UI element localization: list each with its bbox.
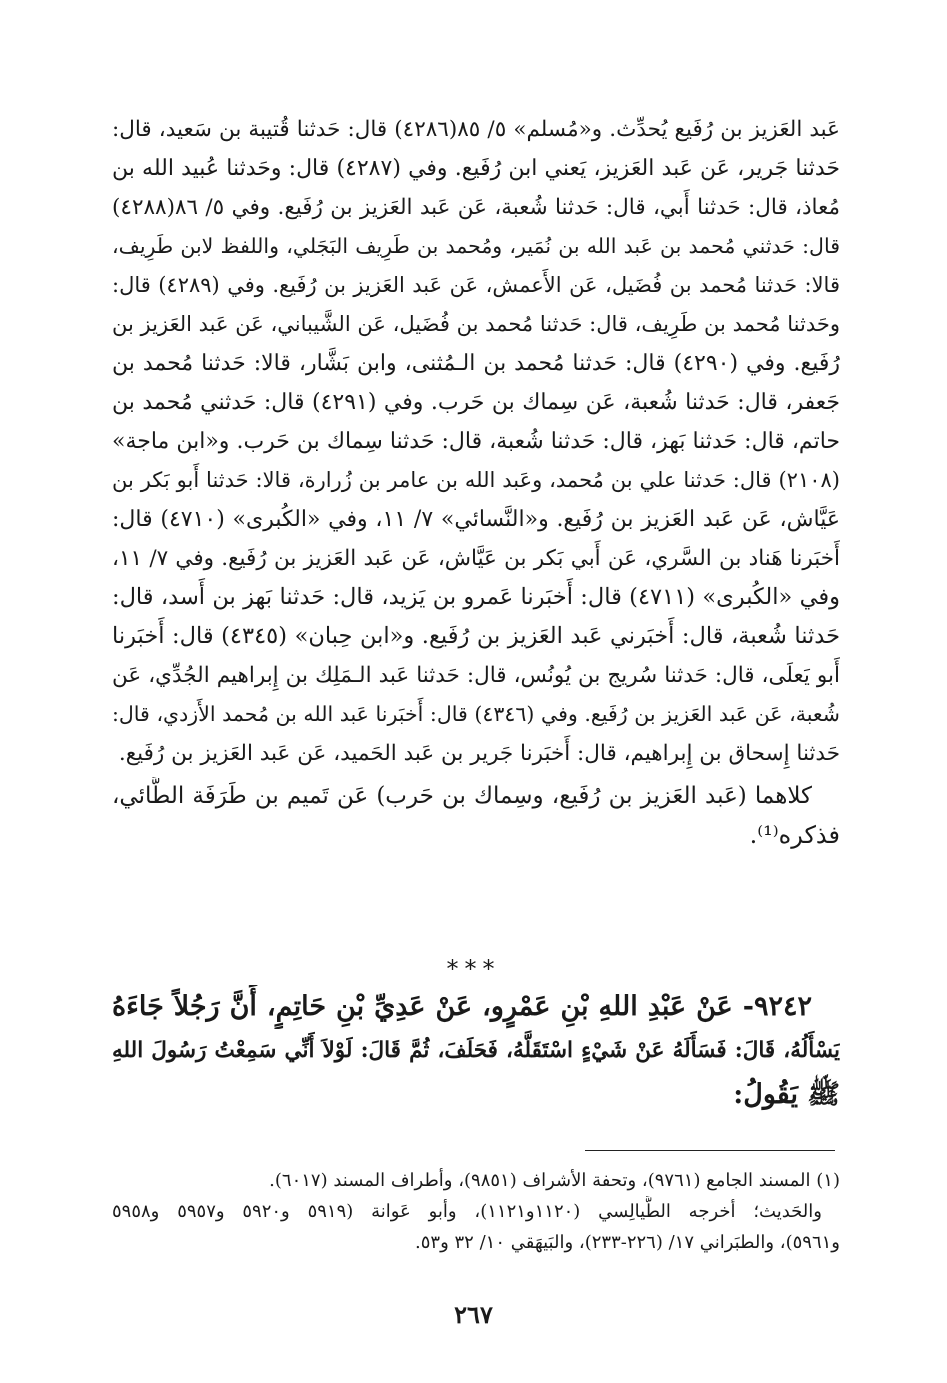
hadith-line: يَسْأَلُهُ، قَالَ: فَسَأَلَهُ عَنْ شَيْءٍ اسْتَقَلَّهُ، فَحَلَفَ، ثُمَّ قَالَ: لَوْلاَ أَنِّي سَمِعْتُ رَسُولَ اللهِ — [112, 1038, 840, 1063]
hadith-text — [112, 985, 840, 1117]
text-line: فذكره⁽¹⁾. — [749, 821, 840, 849]
footnote-line: والحَديث؛ أخرجه الطَّيالِسي (١١٢٠و١١٢١)، وأبو عَوانة (٥٩١٩ و٥٩٢٠ و٥٩٥٧ و٥٩٥٨ — [112, 1201, 822, 1222]
text-line: وفي «الكُبرى» (٤٧١١) قال: أَخبَرنا عَمرو بن يَزيد، قال: حَدثنا بَهز بن أَسد، قال: — [112, 584, 840, 610]
page-number: ٢٦٧ — [454, 1300, 493, 1329]
footnote-line: (١) المسند الجامع (٩٧٦١)، وتحفة الأشراف (٩٨٥١)، وأطراف المسند (٦٠١٧). — [269, 1170, 840, 1191]
text-line: (٢١٠٨) قال: حَدثنا علي بن مُحمد، وعَبد الله بن عامر بن زُرارة، قالا: حَدثنا أَبو بَكر بن — [112, 468, 840, 492]
text-line: أَخبَرنا هَناد بن السَّري، عَن أَبي بَكر بن عَيَّاش، عَن عَبد العَزيز بن رُفَيع. وفي ٧/ ١١، — [112, 546, 840, 571]
text-line: كلاهما (عَبد العَزيز بن رُفَيع، وسِماك بن حَرب) عَن تَميم بن طَرَفَة الطَّائي، — [112, 783, 812, 809]
text-line: مُعاذ، قال: حَدثنا أَبي، قال: حَدثنا شُعبة، عَن عَبد العَزيز بن رُفَيع. وفي ٥/ ٨٦(٤٢٨٨) — [112, 195, 840, 220]
hadith-line: ﷺ يَقُولُ: — [733, 1079, 840, 1110]
section-separator: *** — [446, 955, 501, 983]
text-line: حَدثنا شُعبة، قال: أَخبَرني عَبد العَزيز بن رُفَيع. و«ابن حِبان» (٤٣٤٥) قال: أَخبَرنا — [112, 623, 840, 649]
text-line: رُفَيع. وفي (٤٢٩٠) قال: حَدثنا مُحمد بن الـمُثنى، وابن بَشَّار، قالا: حَدثنا مُحمد بن — [112, 351, 840, 376]
text-line: حَدثنا إِسحاق بن إِبراهيم، قال: أَخبَرنا جَرير بن عَبد الحَميد، عَن عَبد العَزيز بن رُفَيع. — [118, 741, 840, 766]
text-line: وحَدثنا مُحمد بن طَرِيف، قال: حَدثنا مُحمد بن فُضَيل، عَن الشَّيباني، عَن عَبد العَزيز بن — [112, 312, 840, 336]
hadith-line: ٩٢٤٢- عَنْ عَبْدِ اللهِ بْنِ عَمْرٍو، عَنْ عَدِيِّ بْنِ حَاتِمٍ، أَنَّ رَجُلاً جَاءَهُ — [112, 991, 812, 1022]
text-line: قال: حَدثني مُحمد بن عَبد الله بن نُمَير، ومُحمد بن طَرِيف البَجَلي، واللفظ لابن طَرِيف، — [112, 234, 840, 258]
closing-paragraph — [112, 777, 840, 855]
text-line: عَيَّاش، عَن عَبد العَزيز بن رُفَيع. و«النَّسائي» ٧/ ١١، وفي «الكُبرى» (٤٧١٠) قال: — [112, 507, 840, 532]
text-line: أَبو يَعلَى، قال: حَدثنا سُريج بن يُونُس، قال: حَدثنا عَبد الـمَلِك بن إِبراهيم الجُدِّي، عَن — [112, 663, 840, 688]
text-line: شُعبة، عَن عَبد العَزيز بن رُفَيع. وفي (٤٣٤٦) قال: أَخبَرنا عَبد الله بن مُحمد الأَزدي، قال: — [112, 702, 840, 726]
text-line: حَدثنا جَرير، عَن عَبد العَزيز، يَعني ابن رُفَيع. وفي (٤٢٨٧) قال: وحَدثنا عُبيد الله بن — [112, 156, 840, 181]
main-text — [112, 110, 840, 855]
text-line: عَبد العَزيز بن رُفَيع يُحدِّث. و«مُسلم» ٥/ ٨٥(٤٢٨٦) قال: حَدثنا قُتيبة بن سَعيد، قال: — [112, 117, 840, 142]
footnotes — [112, 1165, 840, 1258]
text-line: قالا: حَدثنا مُحمد بن فُضَيل، عَن الأَعمش، عَن عَبد العَزيز بن رُفَيع. وفي (٤٢٨٩) قال: — [112, 273, 840, 297]
text-line: جَعفر، قال: حَدثنا شُعبة، عَن سِماك بن حَرب. وفي (٤٢٩١) قال: حَدثني مُحمد بن — [112, 390, 840, 415]
footnote-line: و٥٩٦١)، والطبَراني ١٧/ (٢٢٦-٢٣٣)، والبَيهَقي ١٠/ ٣٢ و٥٣. — [415, 1232, 840, 1253]
text-line: حاتم، قال: حَدثنا بَهز، قال: حَدثنا شُعبة، قال: حَدثنا سِماك بن حَرب. و«ابن ماجة» — [112, 429, 840, 454]
footnote-divider — [585, 1150, 835, 1151]
